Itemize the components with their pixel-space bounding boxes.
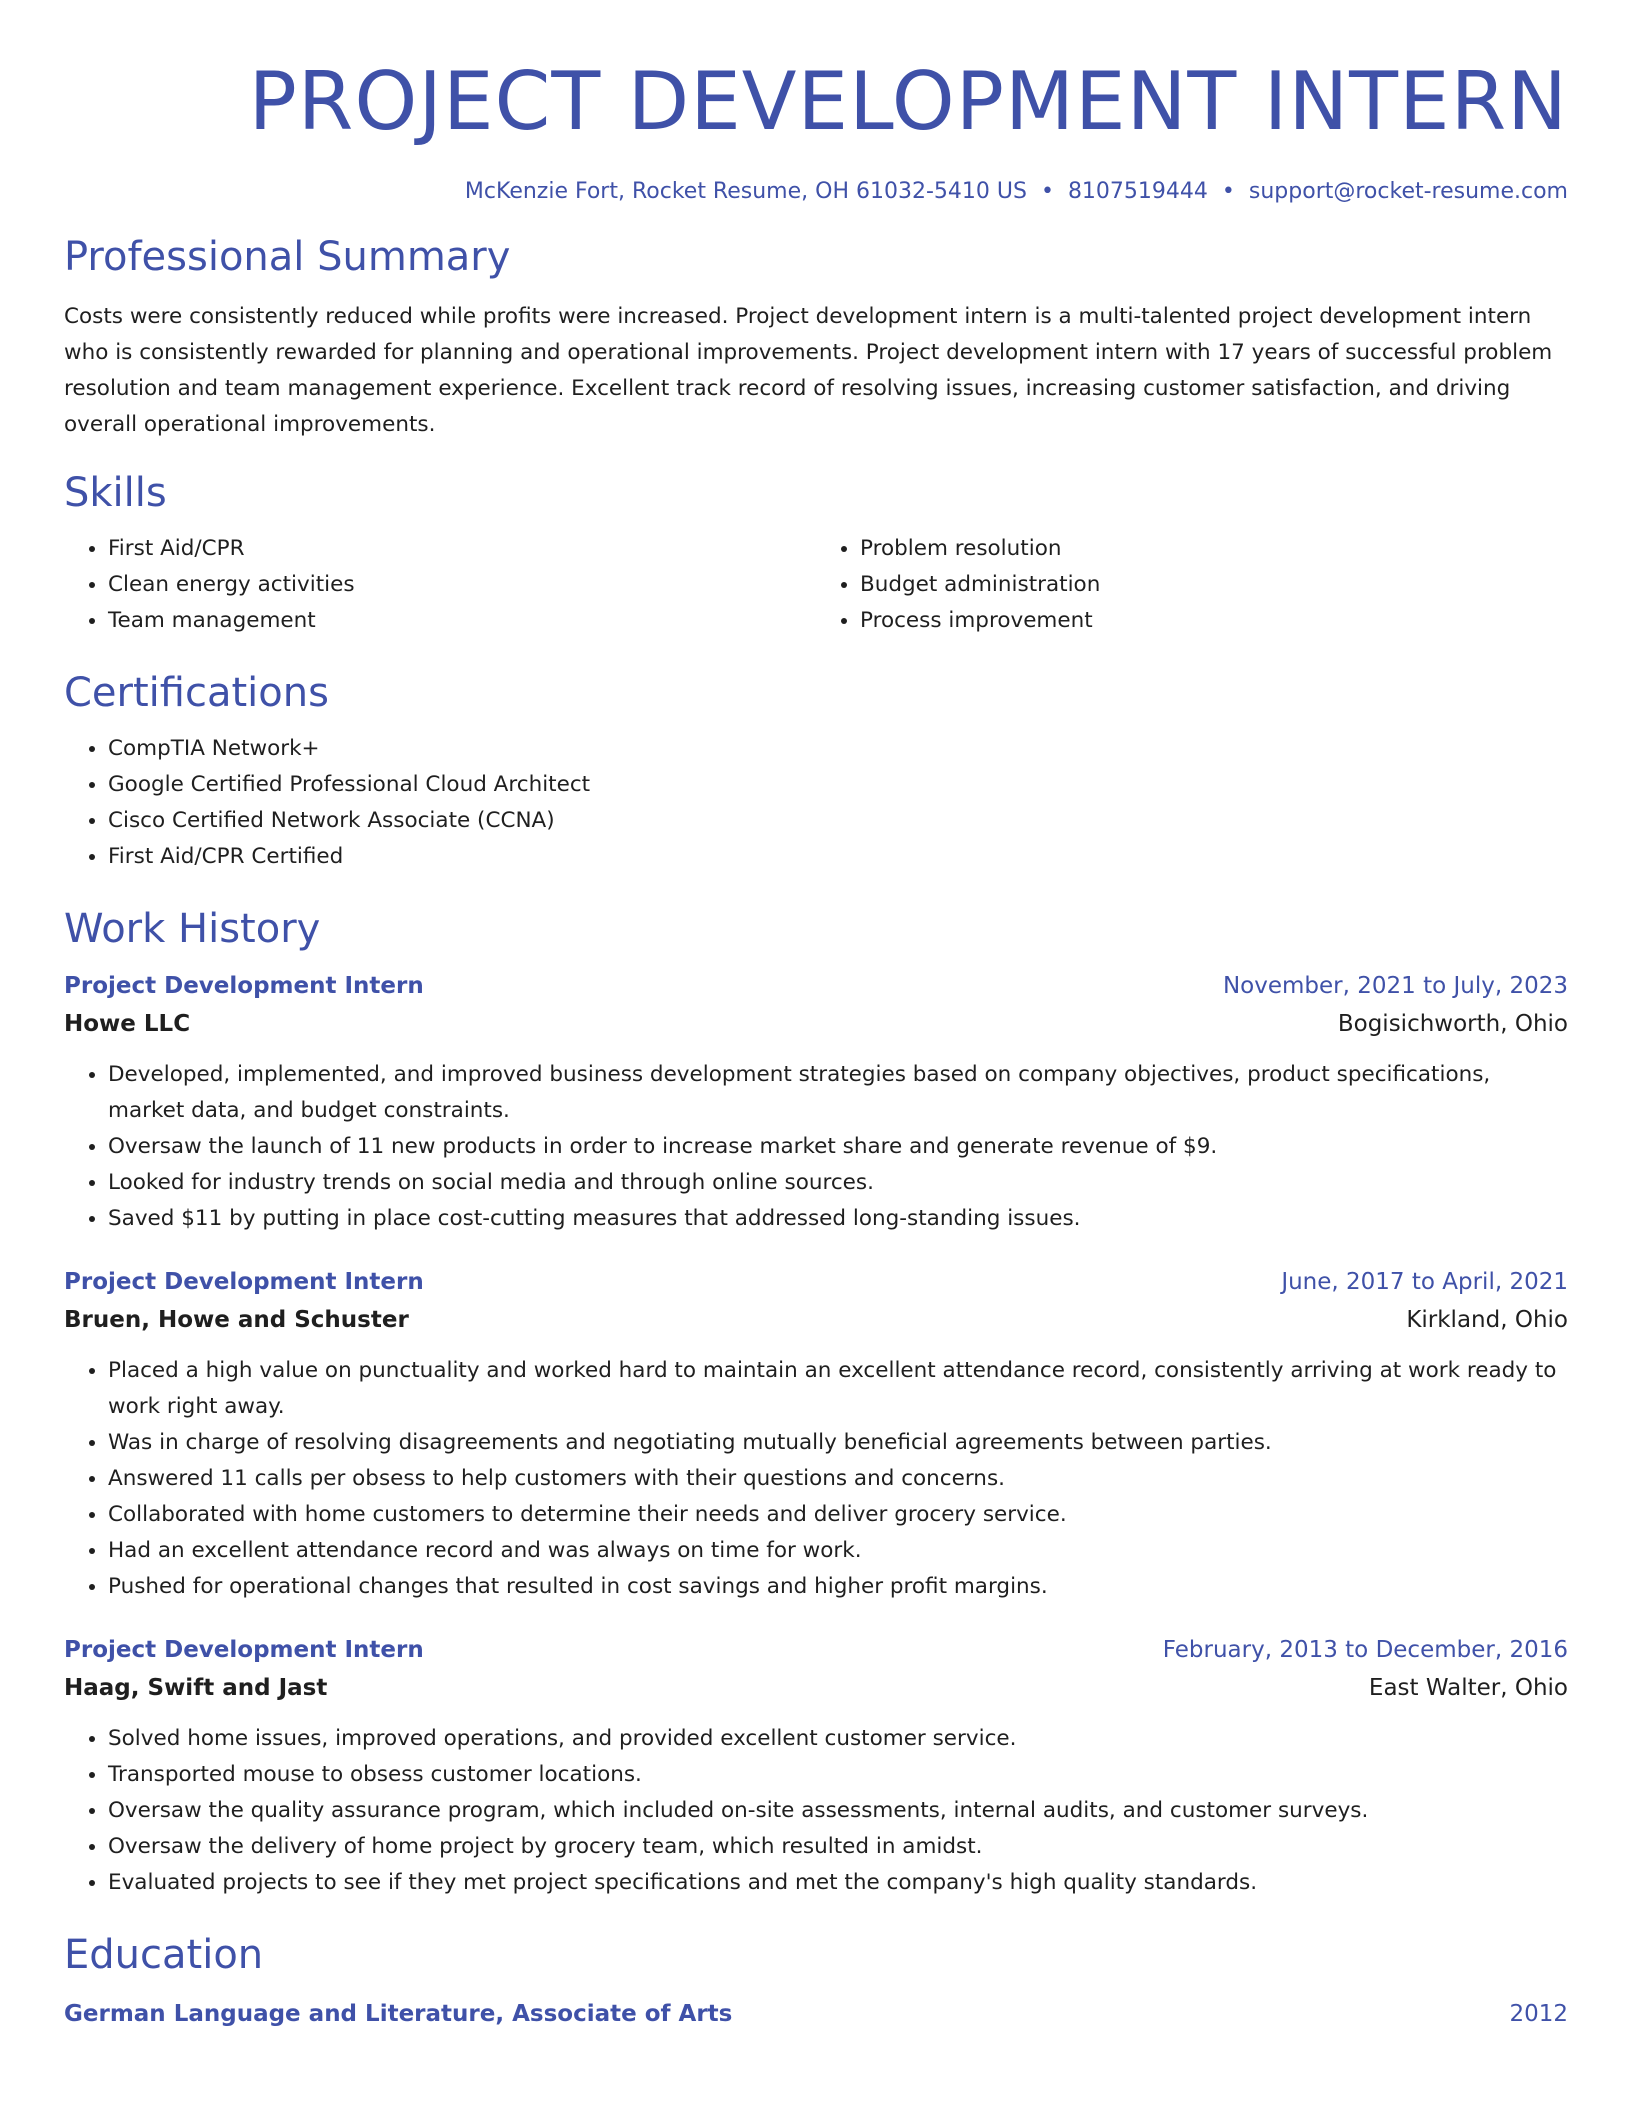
job-company: Howe LLC [64,1011,191,1037]
section-title-work-history: Work History [64,906,321,952]
skill-item: • Team management [108,603,816,639]
job-bullet: • Pushed for operational changes that resulted in cost savings and higher profit margins. [108,1569,1568,1605]
education-year: 2012 [1509,2001,1568,2027]
section-title-summary: Professional Summary [64,234,511,280]
job-bullets [64,1353,1568,1605]
skill-item: • Clean energy activities [108,567,816,603]
contact-separator: • [1221,179,1235,204]
job-title-row [64,967,1568,1005]
work-history-section [64,903,1568,1901]
job-bullet: • Solved home issues, improved operations, and provided excellent customer service. [108,1721,1568,1757]
resume-page [64,0,1568,2033]
certifications-list [64,731,1568,875]
skill-item: • First Aid/CPR [108,531,816,567]
job-dates: November, 2021 to July, 2023 [1222,973,1568,999]
job-bullet: • Saved $11 by putting in place cost-cutting measures that addressed long-standing issues. [108,1201,1568,1237]
certification-item: • Google Certified Professional Cloud Architect [108,767,1568,803]
job-title: Project Development Intern [64,973,424,999]
skill-item: • Problem resolution [860,531,1568,567]
job-bullet: • Oversaw the launch of 11 new products in order to increase market share and generate revenue of $9. [108,1129,1568,1165]
job-location: Bogisichworth, Ohio [1337,1011,1568,1037]
certification-item: • CompTIA Network+ [108,731,1568,767]
job-title-row [64,1263,1568,1301]
job-bullet: • Developed, implemented, and improved business development strategies based on company objectives, product specifications, market data, and budget constraints. [108,1057,1568,1129]
contact-email[interactable]: support@rocket-resume.com [1248,179,1568,204]
job-bullet: • Oversaw the delivery of home project by grocery team, which resulted in amidst. [108,1829,1568,1865]
section-title-certifications: Certifications [64,670,329,716]
job-bullet: • Evaluated projects to see if they met project specifications and met the company's high quality standards. [108,1865,1568,1901]
job-bullet: • Looked for industry trends on social media and through online sources. [108,1165,1568,1201]
section-title-education: Education [64,1932,264,1978]
education-section [64,1929,1568,2033]
job-bullet: • Placed a high value on punctuality and worked hard to maintain an excellent attendance record, consistently arriving at work ready to work right away. [108,1353,1568,1425]
candidate-title: PROJECT DEVELOPMENT INTERN [248,55,1568,148]
job-location: East Walter, Ohio [1368,1675,1568,1701]
skills-grid [64,531,1568,639]
summary-text: Costs were consistently reduced while profits were increased. Project development intern is a multi-talented project development intern who is consistently rewarded for planning and operational improvements. Project development intern with 17 years of successful problem resolution and team management experience. Excellent track record of resolving issues, increasing customer satisfaction, and driving overall operational improvements. [64,304,1553,437]
job-company-row [64,1669,1568,1707]
job-company-row [64,1301,1568,1339]
job-bullets [64,1721,1568,1901]
job-title: Project Development Intern [64,1637,424,1663]
skill-item: • Budget administration [860,567,1568,603]
certification-item: • First Aid/CPR Certified [108,839,1568,875]
job-dates: February, 2013 to December, 2016 [1162,1637,1568,1663]
job-company: Haag, Swift and Jast [64,1675,328,1701]
job-bullet: • Transported mouse to obsess customer locations. [108,1757,1568,1793]
job-dates: June, 2017 to April, 2021 [1281,1269,1568,1295]
section-title-skills: Skills [64,470,167,516]
job-title-row [64,1631,1568,1669]
certifications-section [64,667,1568,875]
resume-header [64,0,1568,207]
job-bullet: • Had an excellent attendance record and was always on time for work. [108,1533,1568,1569]
job-entry [64,967,1568,1237]
job-bullet: • Answered 11 calls per obsess to help customers with their questions and concerns. [108,1461,1568,1497]
education-row [64,1995,1568,2033]
skill-item: • Process improvement [860,603,1568,639]
contact-phone[interactable]: 8107519444 [1067,179,1208,204]
job-entry [64,1263,1568,1605]
skills-list-right [816,531,1568,639]
skills-section [64,467,1568,639]
contact-line [64,177,1568,207]
job-bullets [64,1057,1568,1237]
job-title: Project Development Intern [64,1269,424,1295]
job-bullet: • Collaborated with home customers to determine their needs and deliver grocery service. [108,1497,1568,1533]
summary-section [64,231,1568,443]
certification-item: • Cisco Certified Network Associate (CCNA) [108,803,1568,839]
contact-separator: • [1040,179,1054,204]
contact-address: McKenzie Fort, Rocket Resume, OH 61032-5410 US [464,179,1027,204]
skills-list-left [64,531,816,639]
education-degree: German Language and Literature, Associate of Arts [64,2001,733,2027]
job-bullet: • Oversaw the quality assurance program, which included on-site assessments, internal audits, and customer surveys. [108,1793,1568,1829]
job-company: Bruen, Howe and Schuster [64,1307,409,1333]
job-entry [64,1631,1568,1901]
job-company-row [64,1005,1568,1043]
job-bullet: • Was in charge of resolving disagreements and negotiating mutually beneficial agreements between parties. [108,1425,1568,1461]
job-location: Kirkland, Ohio [1406,1307,1568,1333]
